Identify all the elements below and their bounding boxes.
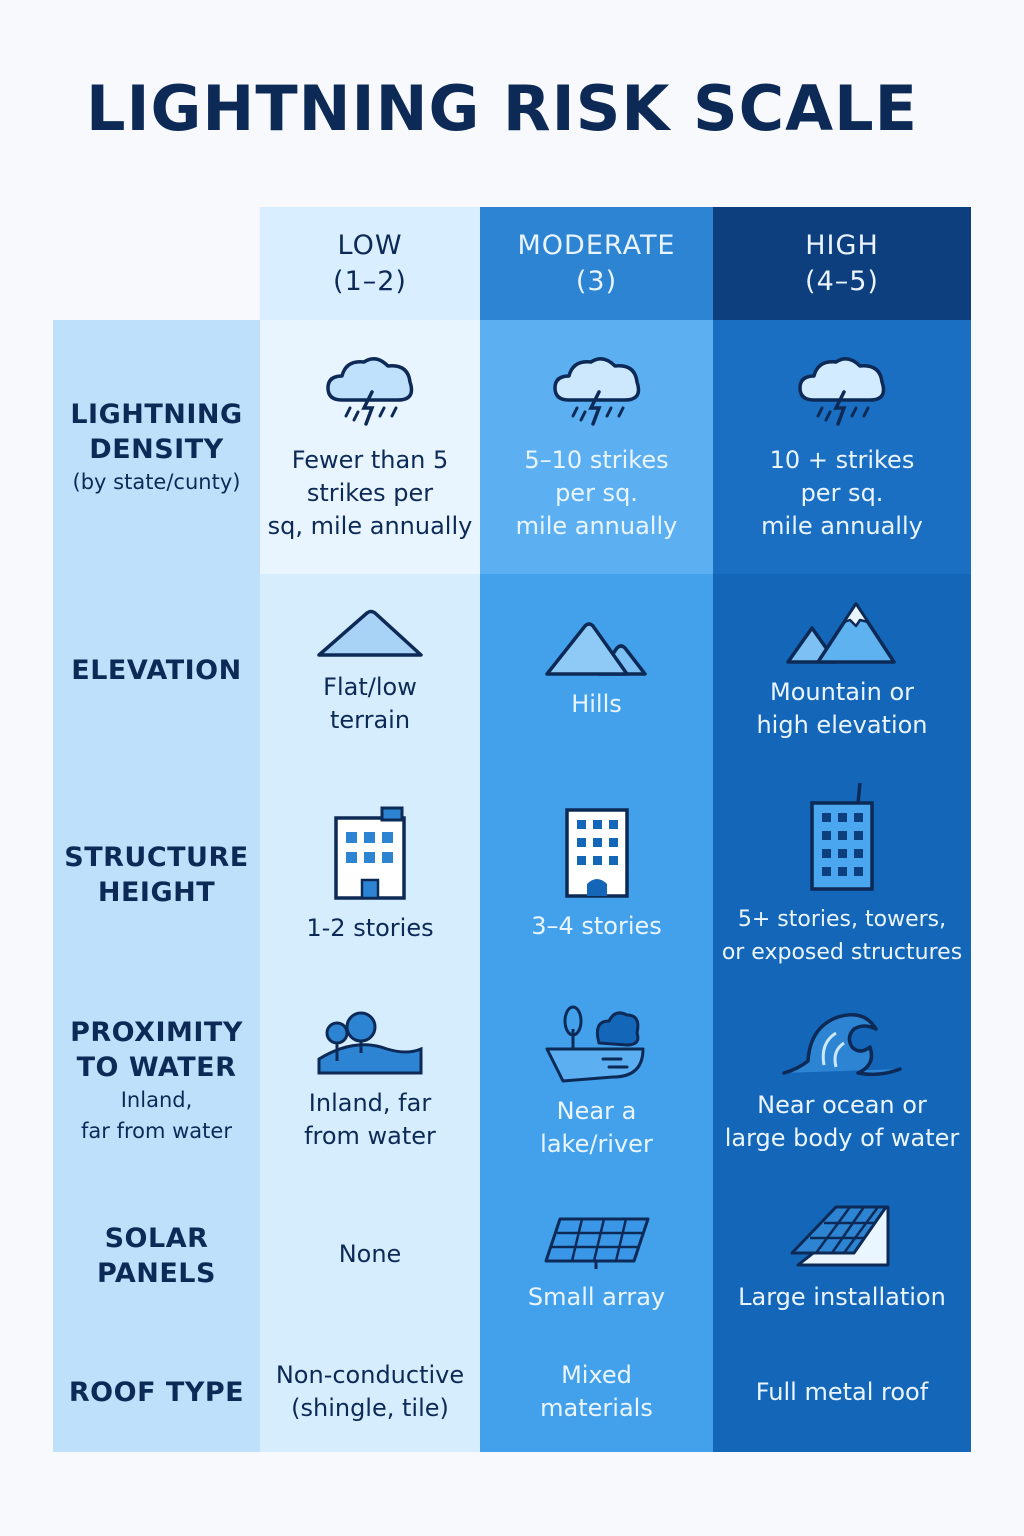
column-header-low: [260, 207, 480, 320]
small-solar-array-icon: [542, 1215, 652, 1271]
cell-text: Mountain or: [770, 677, 914, 706]
cell-low-lightning-density: [260, 320, 480, 574]
row-label-solar-panels: [53, 1180, 260, 1332]
cell-high-structure-height: [713, 767, 971, 982]
cell-text: lake/river: [540, 1130, 653, 1158]
large-solar-installation-icon: [788, 1203, 896, 1271]
column-range: (4–5): [805, 265, 879, 297]
mid-building-icon: [561, 806, 633, 900]
cell-text: 3–4 stories: [531, 912, 662, 940]
cell-text: Small array: [527, 1283, 666, 1311]
cell-text: Hills: [571, 690, 622, 718]
row-label-line: ROOF TYPE: [68, 1376, 245, 1408]
row-label-line: DENSITY: [89, 433, 224, 465]
row-label-line: PANELS: [97, 1258, 216, 1289]
column-name: HIGH: [805, 229, 879, 261]
hills-icon: [545, 620, 649, 678]
cell-text: or exposed structures: [721, 939, 963, 965]
cell-moderate-structure-height: [480, 767, 713, 982]
cell-text: None: [338, 1240, 402, 1268]
cell-text: terrain: [329, 705, 411, 734]
cell-text: Near ocean or: [757, 1091, 927, 1119]
cell-text: mile annually: [515, 511, 678, 540]
cell-high-lightning-density: [713, 320, 971, 574]
tall-building-icon: [806, 781, 878, 893]
cell-text: large body of water: [724, 1124, 960, 1152]
cell-high-elevation: [713, 574, 971, 767]
row-sublabel: Inland,: [120, 1088, 193, 1112]
cell-moderate-solar-panels: [480, 1180, 713, 1332]
column-name: MODERATE: [517, 229, 676, 261]
cell-low-structure-height: [260, 767, 480, 982]
cell-high-proximity-to-water: [713, 982, 971, 1180]
cell-text: (shingle, tile): [291, 1394, 449, 1422]
cell-low-proximity-to-water: [260, 982, 480, 1180]
column-name: LOW: [337, 229, 403, 261]
row-label-line: LIGHTNING: [70, 398, 243, 430]
cell-text: 5+ stories, towers,: [737, 906, 947, 932]
cell-text: 5–10 strikes: [524, 445, 669, 474]
row-sublabel: (by state/cunty): [72, 469, 241, 494]
cell-text: sq, mile annually: [267, 511, 473, 540]
storm-cloud-icon: [794, 352, 890, 434]
row-label-line: STRUCTURE: [64, 841, 249, 873]
cell-low-solar-panels: [260, 1180, 480, 1332]
flat-terrain-icon: [315, 605, 425, 661]
corner-cell: [53, 207, 260, 320]
page-title: LIGHTNING RISK SCALE: [85, 72, 919, 145]
cell-low-roof-type: [260, 1332, 480, 1452]
risk-table: [53, 207, 971, 1452]
cell-text: Near a: [556, 1097, 637, 1125]
cell-text: from water: [304, 1122, 436, 1150]
cell-text: high elevation: [756, 710, 928, 739]
cell-text: Flat/low: [323, 672, 417, 701]
cell-high-roof-type: [713, 1332, 971, 1452]
storm-cloud-icon: [322, 352, 418, 434]
row-label-line: TO WATER: [76, 1052, 237, 1083]
cell-low-elevation: [260, 574, 480, 767]
row-label-line: HEIGHT: [97, 876, 216, 908]
cell-text: per sq.: [555, 478, 638, 507]
cell-text: Full metal roof: [755, 1377, 929, 1406]
row-label-proximity-to-water: [53, 982, 260, 1180]
column-header-moderate: [480, 207, 713, 320]
low-building-icon: [330, 804, 410, 902]
cell-moderate-lightning-density: [480, 320, 713, 574]
row-label-line: ELEVATION: [71, 655, 242, 686]
cell-text: Fewer than 5: [291, 445, 449, 474]
storm-cloud-icon: [549, 352, 645, 434]
inland-trees-icon: [315, 1009, 425, 1077]
cell-text: 10 + strikes: [769, 445, 915, 474]
cell-moderate-roof-type: [480, 1332, 713, 1452]
cell-text: Mixed: [561, 1361, 632, 1389]
mountain-icon: [786, 600, 898, 666]
cell-text: Large installation: [738, 1283, 946, 1311]
cell-text: materials: [540, 1394, 653, 1422]
cell-moderate-proximity-to-water: [480, 982, 713, 1180]
column-range: (1–2): [333, 265, 407, 297]
cell-moderate-elevation: [480, 574, 713, 767]
cell-text: 1-2 stories: [306, 914, 434, 942]
row-label-line: SOLAR: [104, 1223, 209, 1254]
lake-icon: [543, 1001, 651, 1085]
row-sublabel: far from water: [81, 1119, 232, 1143]
cell-text: per sq.: [800, 478, 884, 507]
column-range: (3): [575, 265, 618, 297]
cell-text: Inland, far: [308, 1089, 432, 1117]
ocean-wave-icon: [780, 1007, 904, 1079]
row-label-lightning-density: [53, 320, 260, 574]
row-label-line: PROXIMITY: [70, 1017, 243, 1048]
cell-text: mile annually: [761, 511, 923, 540]
cell-high-solar-panels: [713, 1180, 971, 1332]
column-header-high: [713, 207, 971, 320]
row-label-elevation: [53, 574, 260, 767]
cell-text: Non-conductive: [275, 1361, 465, 1389]
cell-text: strikes per: [306, 478, 434, 507]
row-label-structure-height: [53, 767, 260, 982]
row-label-roof-type: [53, 1332, 260, 1452]
